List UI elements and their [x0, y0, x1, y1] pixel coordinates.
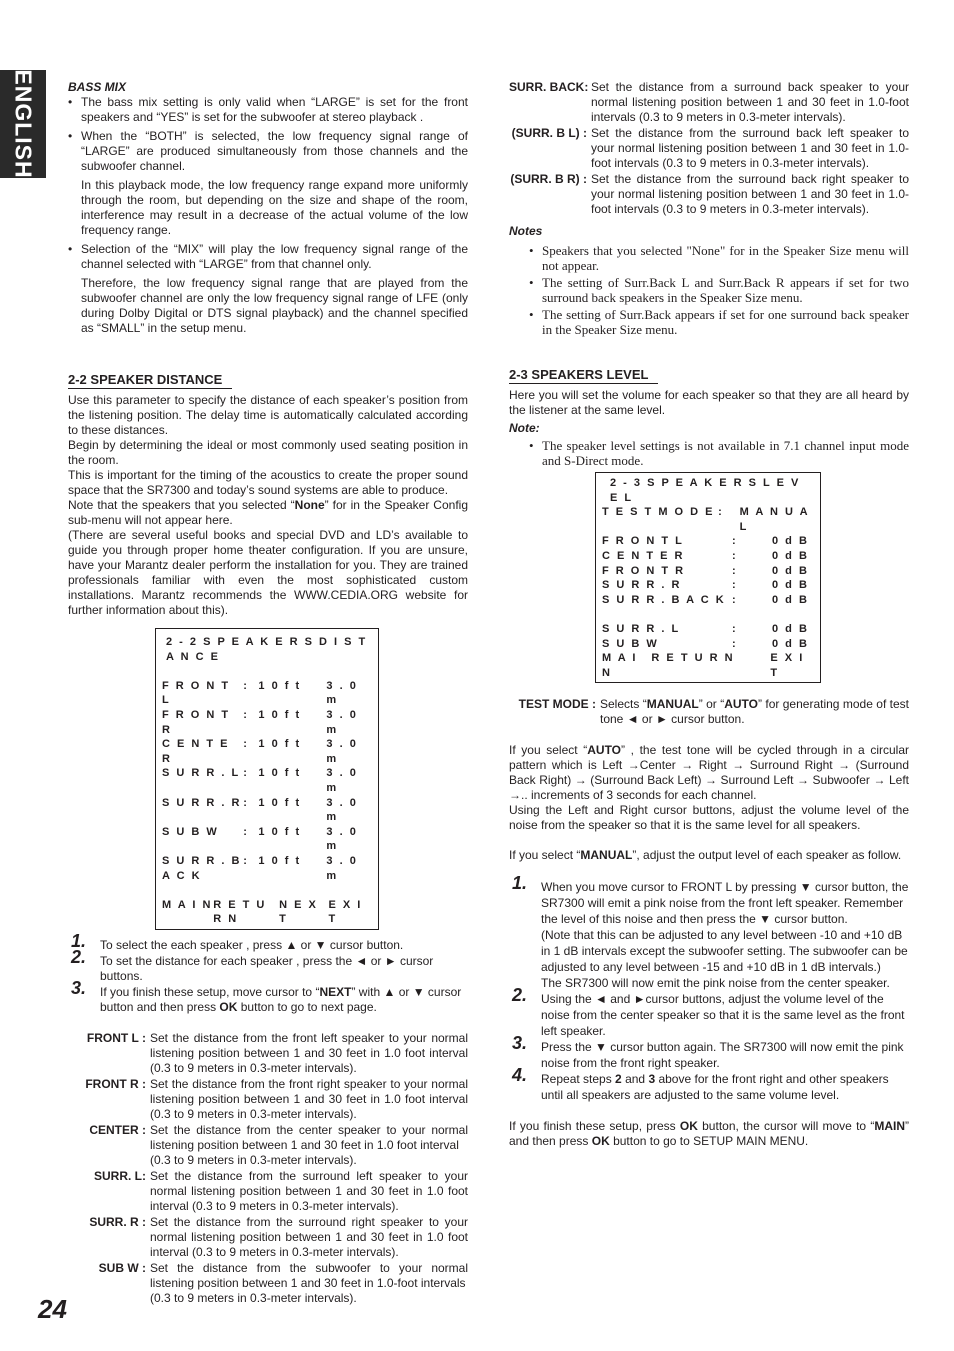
- definition: [68, 1169, 468, 1214]
- language-tab-label: ENGLISH: [10, 69, 37, 179]
- bullet-icon: •: [68, 129, 73, 143]
- osd-row-name: S U R R . R: [162, 796, 242, 809]
- definition-term: (SURR. B L) :: [511, 126, 587, 140]
- definition-desc: [591, 126, 909, 171]
- level-note-title: Note:: [509, 421, 540, 435]
- language-tab: [0, 70, 46, 178]
- osd-row[interactable]: [602, 637, 814, 652]
- definition-extra: (0.3 to 9 meters in 0.3-meter intervals).: [150, 1290, 357, 1305]
- distance-steps: [68, 930, 468, 1015]
- definition-desc: [591, 80, 909, 125]
- osd-row-name: S U B W: [162, 825, 219, 838]
- level-steps: [509, 873, 909, 1103]
- osd-row-colon: :: [732, 622, 738, 635]
- definition-desc: [150, 1123, 468, 1168]
- osd-return[interactable]: R E T U R N: [651, 652, 735, 665]
- osd-row-value: 0 d B: [772, 637, 809, 650]
- osd-row-name: F R O N T R: [602, 564, 686, 577]
- level-note-list: [529, 438, 909, 468]
- distance-p3: This is important for the timing of the acoustics to create the proper sound space that the SR7300 and today’s sound systems are able to produce.: [68, 468, 468, 497]
- distance-definitions: [68, 1031, 468, 1306]
- definition-text: Set the distance from the surround back right speaker to your normal listening position between 1 and 30 feet in 1.0-foot intervals (0.3 to 9 meters in 0.3-meter intervals).: [591, 172, 909, 216]
- osd-exit[interactable]: E X I T: [328, 898, 363, 926]
- osd-row-colon: :: [732, 535, 738, 548]
- definition-text: Set the distance from the surround left speaker to your normal listening position between 1 and 30 feet in 1.0 foot interval (0.3 to 9 meters in 0.3-meter intervals).: [150, 1168, 468, 1213]
- bass-mix-b3-cont: Therefore, the low frequency signal range that are played from the subwoofer channel are only the low frequency signal range of LFE (only during Dolby Digital or DTS signal playback) and the channel specified as “SMALL” in the setup menu.: [81, 276, 468, 335]
- osd-row-meters: 3 . 0 m: [326, 796, 358, 824]
- osd-row-colon: :: [243, 825, 249, 838]
- speakers-distance-osd: [155, 628, 379, 930]
- osd-row-colon: :: [243, 796, 249, 809]
- osd-row[interactable]: [162, 854, 372, 883]
- final-paragraph: If you finish these setup, press OK button, the cursor will move to “MAIN” and then press OK button to go to SETUP MAIN MENU.: [509, 1119, 909, 1149]
- list-item: [68, 95, 468, 125]
- osd-row-value: 0 d B: [772, 579, 809, 592]
- osd-row-meters: 3 . 0 m: [326, 708, 358, 736]
- osd-row-colon: :: [732, 579, 738, 592]
- osd-footer: [162, 898, 372, 927]
- definition: [68, 1123, 468, 1168]
- definition-desc: [150, 1031, 468, 1076]
- osd-row-feet: 1 0 f t: [258, 708, 302, 721]
- bullet-icon: •: [529, 275, 534, 290]
- osd-row[interactable]: [602, 593, 814, 608]
- list-item: • The speaker level settings is not available in 7.1 channel input mode and S-Direct mode.: [529, 438, 909, 468]
- osd-row-feet: 1 0 f t: [258, 767, 302, 780]
- definition-text: Set the distance from the surround back left speaker to your normal listening position between 1 and 30 feet in 1.0-foot intervals (0.3 to 9 meters in 0.3-meter intervals).: [591, 126, 909, 170]
- osd-row-feet: 1 0 f t: [258, 738, 302, 751]
- definition-term: SURR. BACK:: [509, 80, 589, 94]
- bullet-icon: •: [529, 307, 534, 322]
- bass-mix-b2: When the “BOTH” is selected, the low frequency signal range of “LARGE” are produced simultaneously from those channels and the subwoofer channel.: [81, 129, 468, 173]
- manual-paragraph: If you select “MANUAL”, adjust the output level of each speaker as follow.: [509, 848, 902, 863]
- definition-term: SURR. R :: [89, 1214, 146, 1229]
- definition: [68, 1261, 468, 1306]
- speaker-distance-title: 2-2 SPEAKER DISTANCE: [68, 372, 232, 389]
- test-mode-definition: [509, 697, 909, 727]
- osd-row-feet: 1 0 f t: [258, 796, 302, 809]
- speakers-level-osd: [595, 472, 821, 683]
- osd-row-colon: :: [732, 549, 738, 562]
- left-column: [68, 80, 468, 1306]
- osd-row-name: F R O N T R: [162, 708, 231, 736]
- osd-row[interactable]: [162, 737, 372, 766]
- osd-title: 2 - 2 S P E A K E R S D I S T A N C E: [166, 636, 368, 663]
- step: 2. To set the distance for each speaker , press the ◄ or ► cursor buttons.: [71, 946, 434, 983]
- osd-row[interactable]: [162, 825, 372, 854]
- definition: [509, 80, 909, 125]
- osd-row-colon: :: [732, 593, 738, 606]
- bass-mix-b2-cont: In this playback mode, the low frequency range expand more uniformly through the room, but depending on the size and shape of the room, interference may result in a decrease of the actual volume of the low frequency range.: [81, 178, 468, 237]
- distance-p2: Begin by determining the ideal or most commonly used seating position in the room.: [68, 438, 468, 467]
- osd-row-name: S U R R . L: [162, 767, 241, 780]
- osd-row-colon: :: [243, 679, 249, 692]
- step: 3. Press the ▼ cursor button again. The SR7300 will now emit the pink noise from the front right speaker.: [512, 1033, 904, 1071]
- osd-row-name: S U R R . R: [602, 579, 682, 592]
- definition: [68, 1077, 468, 1122]
- definition-text: Set the distance from the subwoofer to your normal listening position between 1 and 30 feet in 1.0-foot intervals: [150, 1260, 468, 1290]
- notes-title: Notes: [509, 224, 543, 238]
- list-item: [68, 129, 468, 238]
- osd-row-name: F R O N T L: [602, 535, 684, 548]
- definition-text: Set the distance from the front right speaker to your normal listening position between 1 and 30 feet in 1.0 foot interval (0.3 to 9 meters in 0.3-meter intervals).: [150, 1076, 468, 1121]
- osd-row-colon: :: [243, 854, 249, 867]
- osd-row-name: F R O N T L: [162, 679, 231, 707]
- bullet-icon: •: [529, 243, 534, 258]
- osd-row-colon: :: [243, 767, 249, 780]
- osd-row[interactable]: [162, 766, 372, 795]
- note-text: The setting of Surr.Back L and Surr.Back R appears if set for two surround back speakers in the Speaker Size menu.: [542, 275, 909, 305]
- step: 2. Using the ◄ and ►cursor buttons, adjust the volume level of the noise from the center speaker so that it is the same level as the front left speaker.: [512, 985, 905, 1039]
- osd-main[interactable]: M A I N: [162, 898, 213, 911]
- osd-row-meters: 3 . 0 m: [326, 854, 358, 882]
- auto-paragraph: If you select “AUTO” , the test tone will be cycled through in a circular pattern which is Left →Center → Right → Surround Right → (Surround Back Right) → (Surround Back Left) → Surround Left → Subwoofer → Left →.. increments of 3 seconds for each channel.: [509, 743, 909, 803]
- bullet-icon: •: [529, 438, 534, 453]
- definition-desc: [150, 1169, 468, 1214]
- bass-mix-list: [68, 95, 468, 336]
- step: 1. When you move cursor to FRONT L by pressing ▼ cursor button, the SR7300 will emit a pink noise from the front left speaker. Remember the level of this noise and then press the ▼ cursor button. (Note that this can be adjusted to any level between -10 and +10 dB in 1 dB intervals except the subwoofer setting. The subwoofer can be adjusted to any level between -15 and +10 dB in 1 dB intervals.) The SR7300 will now emit the pink noise from the center speaker.: [512, 873, 909, 991]
- osd-row-name: S U B W: [602, 637, 659, 650]
- definition: [68, 1031, 468, 1076]
- definition-desc: [150, 1077, 468, 1122]
- osd-main[interactable]: M A I N: [602, 652, 638, 679]
- osd-row-name: S U R R . L: [602, 622, 681, 635]
- osd-row-colon: :: [243, 738, 249, 751]
- definition: [509, 126, 909, 171]
- osd-row[interactable]: [602, 622, 814, 637]
- list-item: [68, 242, 468, 336]
- osd-row-feet: 1 0 f t: [258, 854, 302, 867]
- bass-mix-b1: The bass mix setting is only valid when “LARGE” is set for the front speakers and “YES” is set for the subwoofer at stereo playback .: [81, 95, 468, 124]
- speakers-level-title: 2-3 SPEAKERS LEVEL: [509, 367, 658, 384]
- osd-row[interactable]: [602, 549, 814, 564]
- osd-row[interactable]: [602, 578, 814, 593]
- osd-next[interactable]: N E X T: [279, 898, 318, 926]
- bass-mix-title: BASS MIX: [68, 80, 127, 94]
- bullet-icon: •: [68, 242, 73, 256]
- definition: [509, 172, 909, 217]
- osd-return[interactable]: R E T U R N: [213, 898, 267, 926]
- osd-row-name: S U R R . B A C K: [602, 593, 726, 606]
- osd-row[interactable]: [162, 679, 372, 708]
- definition-term: CENTER :: [89, 1122, 146, 1137]
- osd-row[interactable]: [162, 708, 372, 737]
- osd-test-mode-row[interactable]: T E S T M O D E : M A N U A L: [602, 506, 810, 533]
- right-column: [509, 80, 909, 1149]
- step: 3. If you finish these setup, move cursor to “NEXT” with ▲ or ▼ cursor button and then press OK button to go to next page.: [71, 977, 462, 1014]
- osd-row-value: 0 d B: [772, 622, 809, 635]
- osd-footer: [602, 651, 814, 680]
- step: 4. Repeat steps 2 and 3 above for the front right and other speakers until all speakers are adjusted to the same volume level.: [512, 1065, 889, 1103]
- definition-term: FRONT L :: [86, 1030, 146, 1045]
- definition-term: SURR. L:: [94, 1168, 146, 1183]
- osd-row-meters: 3 . 0 m: [326, 825, 358, 853]
- osd-row-feet: 1 0 f t: [258, 679, 302, 692]
- definition-term: FRONT R :: [85, 1076, 146, 1091]
- definition-text: Set the distance from the front left speaker to your normal listening position between 1 and 30 feet in 1.0 foot interval (0.3 to 9 meters in 0.3-meter intervals).: [150, 1030, 468, 1075]
- osd-row-meters: 3 . 0 m: [326, 738, 358, 765]
- list-item: [529, 307, 909, 337]
- osd-row-name: C E N T E R: [162, 738, 230, 765]
- osd-row-value: 0 d B: [772, 564, 809, 577]
- osd-row-colon: :: [732, 637, 738, 650]
- note-text: The setting of Surr.Back appears if set for one surround back speaker in the Speaker Size menu.: [542, 307, 909, 337]
- osd-title: 2 - 3 S P E A K E R S L E V E L: [610, 477, 801, 504]
- definition-desc: [150, 1215, 468, 1260]
- osd-row-feet: 1 0 f t: [258, 825, 302, 838]
- definition-text: Set the distance from a surround back speaker to your normal listening position between 1 and 30 feet in 1.0-foot intervals (0.3 to 9 meters in 0.3-meter intervals).: [591, 80, 909, 124]
- definition-text: Set the distance from the center speaker to your normal listening position between 1 and 30 feet in 1.0 foot interval: [150, 1122, 468, 1152]
- page-number: 24: [38, 1294, 67, 1324]
- osd-row-value: 0 d B: [772, 535, 809, 548]
- osd-row[interactable]: [602, 564, 814, 579]
- osd-row[interactable]: [162, 796, 372, 825]
- step: 1. To select the each speaker , press ▲ or ▼ cursor button.: [71, 930, 404, 952]
- definition: [68, 1215, 468, 1260]
- osd-exit[interactable]: E X I T: [770, 652, 805, 679]
- distance-p1: Use this parameter to specify the distance of each speaker’s position from the listening position. The delay time is automatically calculated according to these distances.: [68, 393, 468, 437]
- note-text: Speakers that you selected "None" for in the Speaker Size menu will not appear.: [542, 243, 909, 273]
- list-item: [529, 275, 909, 305]
- osd-row-meters: 3 . 0 m: [326, 767, 358, 794]
- osd-row-colon: :: [732, 564, 738, 577]
- definition: TEST MODE : Selects “MANUAL” or “AUTO” for generating mode of test tone ◄ or ► cursor button.: [518, 697, 910, 727]
- osd-row-value: 0 d B: [772, 549, 809, 562]
- osd-row-meters: 3 . 0 m: [326, 679, 358, 707]
- surr-back-definitions: [509, 80, 909, 217]
- notes-list: [529, 243, 909, 337]
- bass-mix-b3: Selection of the “MIX” will play the low frequency signal range of the channel selected with “LARGE” from that channel only.: [81, 242, 468, 271]
- osd-row-name: C E N T E R: [602, 549, 685, 562]
- osd-row[interactable]: [602, 534, 814, 549]
- definition-extra: (0.3 to 9 meters in 0.3-meter intervals).: [150, 1152, 357, 1167]
- distance-p5: (There are several useful books and special DVD and LD’s available to guide you through proper home theater configuration. If you are unsure, have your Marantz dealer perform the installation for you. They are trained professionals familiar with even the most sophisticated custom installations. Marantz recommends the WWW.CEDIA.ORG website for further information about this).: [68, 528, 468, 617]
- osd-row-name: S U R R . B A C K: [162, 854, 242, 882]
- list-item: [529, 243, 909, 273]
- distance-p4: Note that the speakers that you selected “None” for in the Speaker Config sub-menu will not appear here.: [68, 498, 468, 527]
- definition-term: (SURR. B R) :: [510, 172, 587, 186]
- definition-desc: [150, 1261, 468, 1306]
- osd-row-value: 0 d B: [772, 593, 809, 606]
- bullet-icon: •: [68, 95, 73, 109]
- auto-paragraph-2: Using the Left and Right cursor buttons, adjust the volume level of the noise from the speaker so that it is the same level for all speakers.: [509, 803, 909, 833]
- definition-desc: [591, 172, 909, 217]
- osd-row-colon: :: [243, 708, 249, 721]
- level-p1: Here you will set the volume for each speaker so that they are all heard by the listener at the same level.: [509, 388, 909, 417]
- definition-text: Set the distance from the surround right speaker to your normal listening position between 1 and 30 feet in 1.0 foot interval (0.3 to 9 meters in 0.3-meter intervals).: [150, 1214, 468, 1259]
- definition-term: SUB W :: [98, 1260, 146, 1275]
